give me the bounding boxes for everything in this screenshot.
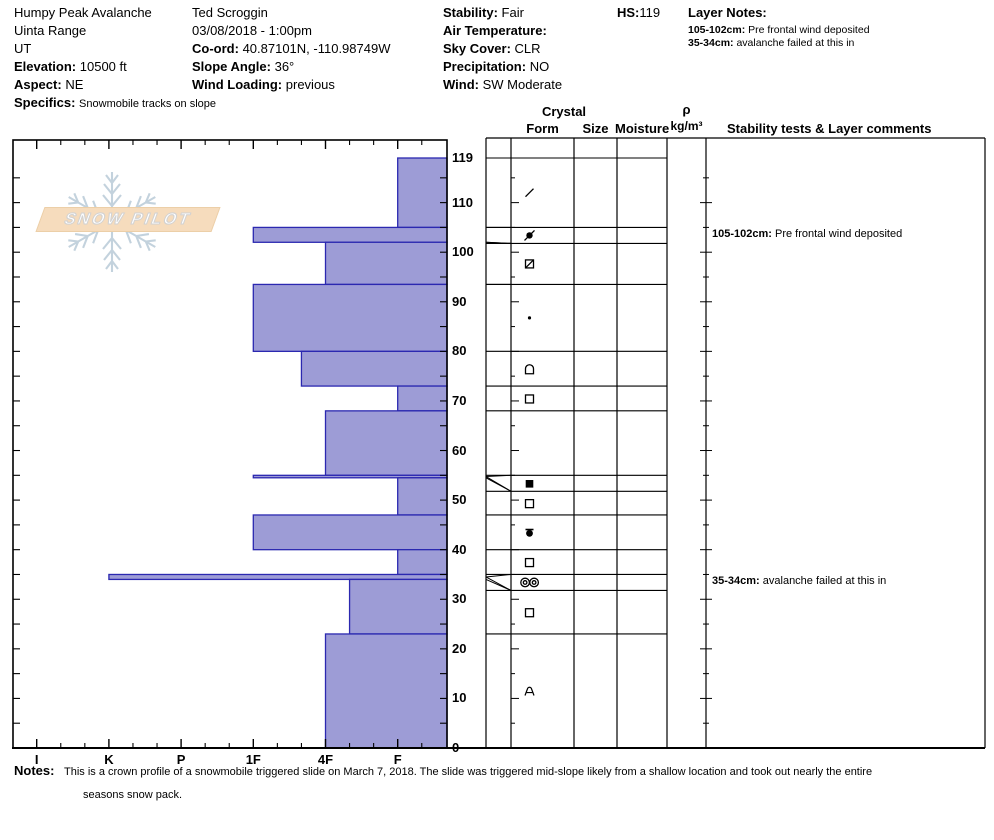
depth-axis-label-50: 50 (452, 492, 467, 508)
hardness-axis-label-K: K (104, 752, 114, 767)
depth-axis-label-119: 119 (452, 150, 473, 165)
wind-loading-label: Wind Loading: (192, 77, 283, 92)
col-header-rho-units: kg/m³ (670, 119, 703, 133)
notes-line1: This is a crown profile of a snowmobile triggered slide on March 7, 2018. The slide was triggered mid-slope likely from a shallow location and took out nearly the entire (64, 766, 873, 778)
grain-form-symbol-square (526, 559, 534, 567)
layer-note-text: Pre frontal wind deposited (748, 24, 870, 36)
layer-bar-73-68cm (398, 386, 447, 411)
slope-angle-value: 36° (274, 59, 295, 74)
layer-comment-105-102 (712, 228, 902, 241)
hardness-axis-label-4F: 4F (317, 752, 334, 767)
col-header-crystal: Crystal (541, 104, 587, 119)
depth-axis-label-0: 0 (452, 740, 460, 755)
hardness-axis-label-1F: 1F (245, 752, 261, 767)
grain-form-symbol-depth-hoar (525, 687, 534, 695)
layer-comment-text: avalanche failed at this in (762, 575, 887, 588)
col-header-rho: ρ (682, 102, 691, 117)
grain-form-symbol-square-filled (526, 480, 534, 488)
layer-note-depth: 35-34cm: (688, 37, 737, 49)
hardness-axis-label-F: F (393, 752, 402, 767)
hardness-axis-label-P: P (176, 752, 186, 767)
depth-axis-label-90: 90 (452, 293, 467, 309)
slope-angle-label: Slope Angle: (192, 59, 271, 74)
notes-label: Notes: (14, 763, 55, 778)
pit-name: Humpy Peak Avalanche (14, 5, 152, 20)
layer-bar-34-23cm (350, 579, 447, 634)
grain-form-symbol-dot-slash (525, 230, 535, 240)
coord-value: 40.87101N, -110.98749W (242, 41, 391, 56)
grain-form-symbol-square-dome (526, 365, 534, 374)
layer-comment-text: Pre frontal wind deposited (775, 228, 903, 241)
layer-note-depth: 105-102cm: (688, 24, 749, 36)
notes-line2: seasons snow pack. (83, 789, 183, 801)
depth-axis-label-70: 70 (452, 392, 467, 408)
col-header-stability-tests: Stability tests & Layer comments (727, 121, 932, 136)
sky-cover-value: CLR (514, 41, 541, 56)
grain-form-symbol-square-slash (526, 260, 534, 268)
layer-comment-depth: 35-34cm: (712, 575, 763, 588)
depth-axis-label-110: 110 (452, 194, 473, 210)
layer-bar-40-35cm (398, 550, 447, 575)
layer-bar-80-73cm (301, 351, 447, 386)
pit-range: Uinta Range (14, 23, 87, 38)
layer-bar-105-102cm (253, 227, 447, 242)
hardness-axis-label-I: I (34, 752, 39, 767)
stability-label: Stability: (443, 5, 498, 20)
grain-form-symbol-double-rings (521, 578, 539, 587)
elevation-value: 10500 ft (79, 59, 127, 74)
specifics-label: Specifics: (14, 95, 76, 110)
snowpilot-logo-text: SNOW PILOT (61, 210, 195, 228)
depth-axis-label-40: 40 (452, 541, 467, 557)
wind-value: SW Moderate (482, 77, 563, 92)
layer-notes-title: Layer Notes: (688, 5, 767, 20)
depth-axis-label-60: 60 (452, 442, 467, 458)
precip-label: Precipitation: (443, 59, 527, 74)
depth-axis-label-30: 30 (452, 591, 467, 607)
wind-label: Wind: (443, 77, 479, 92)
col-header-size: Size (582, 121, 609, 136)
layer-bar-35-34cm (109, 574, 447, 579)
depth-axis-label-20: 20 (452, 640, 467, 656)
stability-value: Fair (501, 5, 524, 20)
layer-bar-47-40cm (253, 515, 447, 550)
layer-bar-102-93.5cm (326, 242, 448, 284)
grain-form-symbol-square (526, 500, 534, 508)
depth-axis-label-100: 100 (452, 244, 474, 260)
col-header-moisture: Moisture (615, 121, 670, 136)
aspect-value: NE (65, 77, 84, 92)
grain-form-symbol-circle-capped (526, 530, 534, 537)
layer-bar-23-0cm (326, 634, 448, 748)
hs-label: HS: (617, 5, 640, 20)
layer-bar-68-55cm (326, 411, 448, 475)
layer-note-text: avalanche failed at this in (736, 37, 855, 49)
observer-name: Ted Scroggin (192, 5, 268, 20)
wind-loading-value: previous (285, 77, 335, 92)
grain-form-symbol-square (526, 395, 534, 403)
elevation-label: Elevation: (14, 59, 77, 74)
grain-form-symbol-square (526, 609, 534, 617)
coord-label: Co-ord: (192, 41, 239, 56)
layer-bar-54.5-47cm (398, 478, 447, 515)
sky-cover-label: Sky Cover: (443, 41, 511, 56)
air-temp-label: Air Temperature: (443, 23, 547, 38)
precip-value: NO (529, 59, 550, 74)
hs-value: 119 (639, 5, 661, 20)
depth-axis-label-80: 80 (452, 343, 467, 359)
aspect-label: Aspect: (14, 77, 62, 92)
specifics-value: Snowmobile tracks on slope (79, 98, 217, 110)
depth-axis-label-10: 10 (452, 690, 467, 706)
layer-comment-depth: 105-102cm: (712, 228, 775, 241)
grain-form-symbol-slash (526, 189, 534, 197)
layer-comment-35-34 (712, 575, 886, 588)
col-header-form: Form (526, 121, 559, 136)
grain-form-symbol-dot (528, 316, 531, 319)
layer-bar-119-105cm (398, 158, 447, 227)
layer-bar-93.5-80cm (253, 284, 447, 351)
observation-datetime: 03/08/2018 - 1:00pm (192, 23, 312, 38)
pit-state: UT (14, 41, 32, 56)
